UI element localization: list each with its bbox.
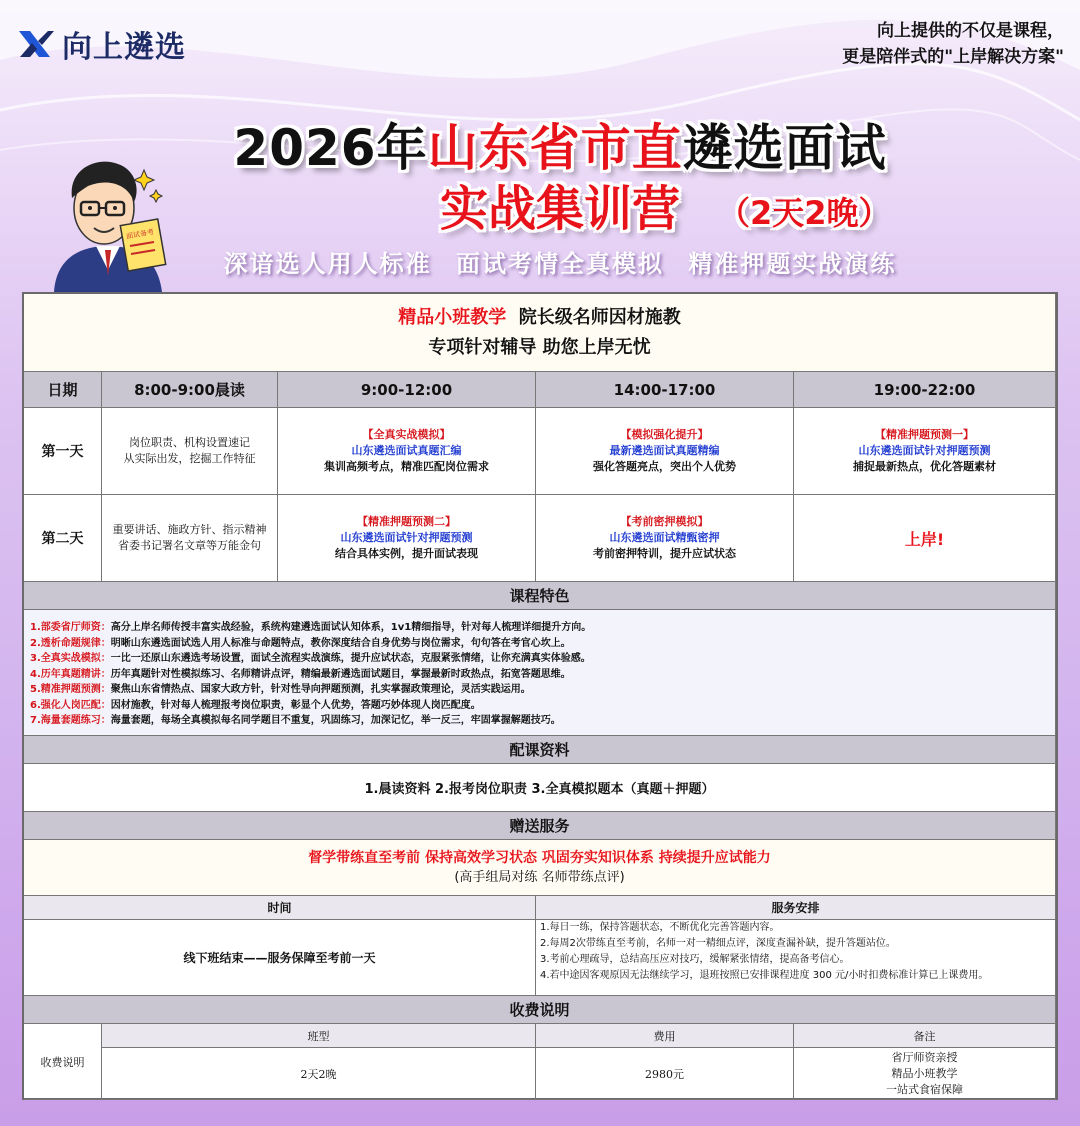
materials-title: 配课资料 — [24, 736, 1056, 764]
feature-text-7: 海量套题，每场全真模拟每名同学题目不重复，巩固练习，加深记忆，举一反三，牢固掌握解题技巧。 — [110, 715, 561, 726]
feature-label-5: 5.精准押题预测： — [30, 684, 111, 695]
slogan — [842, 18, 1064, 70]
header-slot-1: 9:00-12:00 — [278, 372, 536, 408]
feature-item-1 — [30, 620, 591, 636]
day1-slot-2 — [536, 408, 794, 495]
day1-slot-1 — [278, 408, 536, 495]
fees-note-3: 一站式食宿保障 — [886, 1082, 963, 1096]
header-morning: 8:00-9:00晨读 — [102, 372, 278, 408]
main-title — [180, 118, 940, 240]
subtitle: 深谙选人用人标准 面试考情全真模拟 精准押题实战演练 — [223, 249, 897, 278]
feature-text-1: 高分上岸名师传授丰富实战经验，系统构建遴选面试认知体系，1v1精细指导，针对每人梳理详细提升方向。 — [110, 622, 592, 633]
day1-morning — [102, 408, 278, 495]
day1-slot-3-title: 山东遴选面试针对押题预测 — [858, 444, 991, 457]
feature-text-6: 因材施教，针对每人梳理报考岗位职责，彰显个人优势，答题巧妙体现人岗匹配度。 — [110, 699, 481, 711]
fees-note-2: 精品小班教学 — [891, 1066, 958, 1080]
gift-services — [536, 920, 1056, 996]
day2-slot-1 — [278, 495, 536, 582]
slogan-line-1: 向上提供的不仅是课程， — [877, 21, 1064, 41]
day1-slot-2-title: 最新遴选面试真题精编 — [609, 444, 720, 457]
feature-item-5 — [30, 682, 531, 698]
title-line-2 — [180, 178, 940, 240]
day1-label: 第一天 — [24, 408, 102, 495]
feature-item-3 — [30, 651, 591, 667]
header-date: 日期 — [24, 372, 102, 408]
day2-morning-line-2: 省委书记署名文章等万能金句 — [118, 539, 261, 552]
gift-title: 赠送服务 — [24, 812, 1056, 840]
fees-note-1: 省厅师资亲授 — [891, 1050, 958, 1064]
gift-col-service: 服务安排 — [536, 896, 1056, 920]
feature-item-6 — [30, 698, 481, 714]
day2-slot-1-desc: 结合具体实例，提升面试表现 — [335, 547, 478, 560]
title-camp: 实战集训营 — [439, 181, 680, 237]
intro-red: 精品小班教学 — [398, 306, 507, 328]
feature-label-3: 3.全真实战模拟： — [30, 653, 111, 664]
feature-text-4: 历年真题针对性模拟练习、名师精讲点评，精编最新遴选面试题目，掌握最新时政热点，拓宽答题思维。 — [110, 668, 571, 680]
brand-name: 向上遴选 — [62, 30, 186, 65]
day2-slot-2-tag: 【考前密押模拟】 — [620, 515, 709, 528]
feature-label-6: 6.强化人岗匹配： — [30, 699, 111, 711]
title-line-1 — [180, 118, 940, 178]
day2-slot-2-desc: 考前密押特训，提升应试状态 — [593, 547, 736, 560]
gift-service-4: 4.若中途因客观原因无法继续学习，退班按照已安排课程进度 300 元/小时扣费标准计算已上课费用。 — [540, 970, 989, 981]
feature-text-2: 明晰山东遴选面试选人用人标准与命题特点，教你深度结合自身优势与岗位需求，句句答在考官心坎上。 — [110, 637, 571, 649]
gift-col-time: 时间 — [24, 896, 536, 920]
fees-class-type: 2天2晚 — [102, 1048, 536, 1100]
day2-slot-1-title: 山东遴选面试针对押题预测 — [340, 531, 473, 544]
day1-slot-3-desc: 捕捉最新热点，优化答题素材 — [853, 460, 996, 473]
board-text: 面试备考 — [125, 227, 155, 241]
materials-text: 1.晨读资料 2.报考岗位职责 3.全真模拟题本（真题＋押题） — [24, 764, 1056, 812]
gift-service-2: 2.每周2次带练直至考前，名师一对一精细点评，深度查漏补缺，提升答题站位。 — [540, 938, 896, 949]
gift-sub: (高手组局对练 名师带练点评) — [454, 869, 625, 885]
day2-morning — [102, 495, 278, 582]
day2-morning-line-1: 重要讲话、施政方针、指示精神 — [112, 523, 267, 536]
gift-service-3: 3.考前心理疏导，总结高压应对技巧，缓解紧张情绪，提高备考信心。 — [540, 954, 850, 965]
title-days: （2天2晚） — [718, 194, 891, 232]
fees-header-notes: 备注 — [794, 1024, 1056, 1048]
day1-slot-2-tag: 【模拟强化提升】 — [620, 428, 709, 441]
day2-slot-3: 上岸! — [794, 495, 1056, 582]
feature-label-1: 1.部委省厅师资： — [30, 622, 111, 633]
intro-block — [24, 294, 1056, 372]
feature-text-5: 聚焦山东省情热点、国家大政方针，针对性导向押题预测，扎实掌握政策理论，灵活实践运用。 — [110, 684, 531, 695]
features-title: 课程特色 — [24, 582, 1056, 610]
day1-slot-3-tag: 【精准押题预测一】 — [875, 428, 974, 441]
day1-slot-2-desc: 强化答题亮点，突出个人优势 — [593, 460, 736, 473]
features-list — [24, 610, 1056, 736]
fees-row-label: 收费说明 — [24, 1024, 102, 1100]
feature-label-2: 2.透析命题规律： — [30, 637, 111, 649]
title-rest: 遴选面试 — [682, 119, 887, 177]
gift-time: 线下班结束——服务保障至考前一天 — [24, 920, 536, 996]
day2-slot-2-title: 山东遴选面试精甄密押 — [609, 531, 720, 544]
fees-notes — [794, 1048, 1056, 1100]
brand-logo — [16, 22, 186, 66]
day1-slot-1-title: 山东遴选面试真题汇编 — [351, 444, 462, 457]
feature-label-4: 4.历年真题精讲： — [30, 668, 111, 680]
feature-item-4 — [30, 667, 571, 683]
day1-slot-1-desc: 集训高频考点，精准匹配岗位需求 — [324, 460, 489, 473]
slogan-line-2: 更是陪伴式的"上岸解决方案" — [842, 47, 1064, 67]
feature-item-7 — [30, 713, 561, 729]
day1-morning-line-1: 岗位职责、机构设置速记 — [129, 436, 250, 449]
feature-text-3: 一比一还原山东遴选考场设置，面试全流程实战演练，提升应试状态，克服紧张情绪，让你充满真实体验感。 — [110, 653, 591, 664]
gift-block — [24, 840, 1056, 896]
gift-red: 督学带练直至考前 保持高效学习状态 巩固夯实知识体系 持续提升应试能力 — [308, 849, 771, 866]
teacher-cartoon — [48, 150, 168, 292]
brand-x-icon — [16, 27, 56, 61]
day1-slot-3 — [794, 408, 1056, 495]
day1-morning-line-2: 从实际出发，挖掘工作特征 — [123, 452, 256, 465]
fees-header-class: 班型 — [102, 1024, 536, 1048]
intro-line-2: 专项针对辅导 助您上岸无忧 — [428, 336, 651, 358]
fees-header-price: 费用 — [536, 1024, 794, 1048]
feature-label-7: 7.海量套题练习： — [30, 715, 111, 726]
title-region: 山东省市直 — [427, 119, 683, 177]
intro-line-1: 院长级名师因材施教 — [518, 306, 681, 328]
fees-price: 2980元 — [536, 1048, 794, 1100]
header-slot-3: 19:00-22:00 — [794, 372, 1056, 408]
day2-slot-2 — [536, 495, 794, 582]
title-year: 2026年 — [233, 119, 428, 177]
day2-slot-1-tag: 【精准押题预测二】 — [357, 515, 456, 528]
gift-service-1: 1.每日一练，保持答题状态，不断优化完善答题内容。 — [540, 922, 780, 933]
day1-slot-1-tag: 【全真实战模拟】 — [362, 428, 451, 441]
fees-title: 收费说明 — [24, 996, 1056, 1024]
day2-label: 第二天 — [24, 495, 102, 582]
header-slot-2: 14:00-17:00 — [536, 372, 794, 408]
feature-item-2 — [30, 636, 571, 652]
course-table — [22, 292, 1058, 1100]
